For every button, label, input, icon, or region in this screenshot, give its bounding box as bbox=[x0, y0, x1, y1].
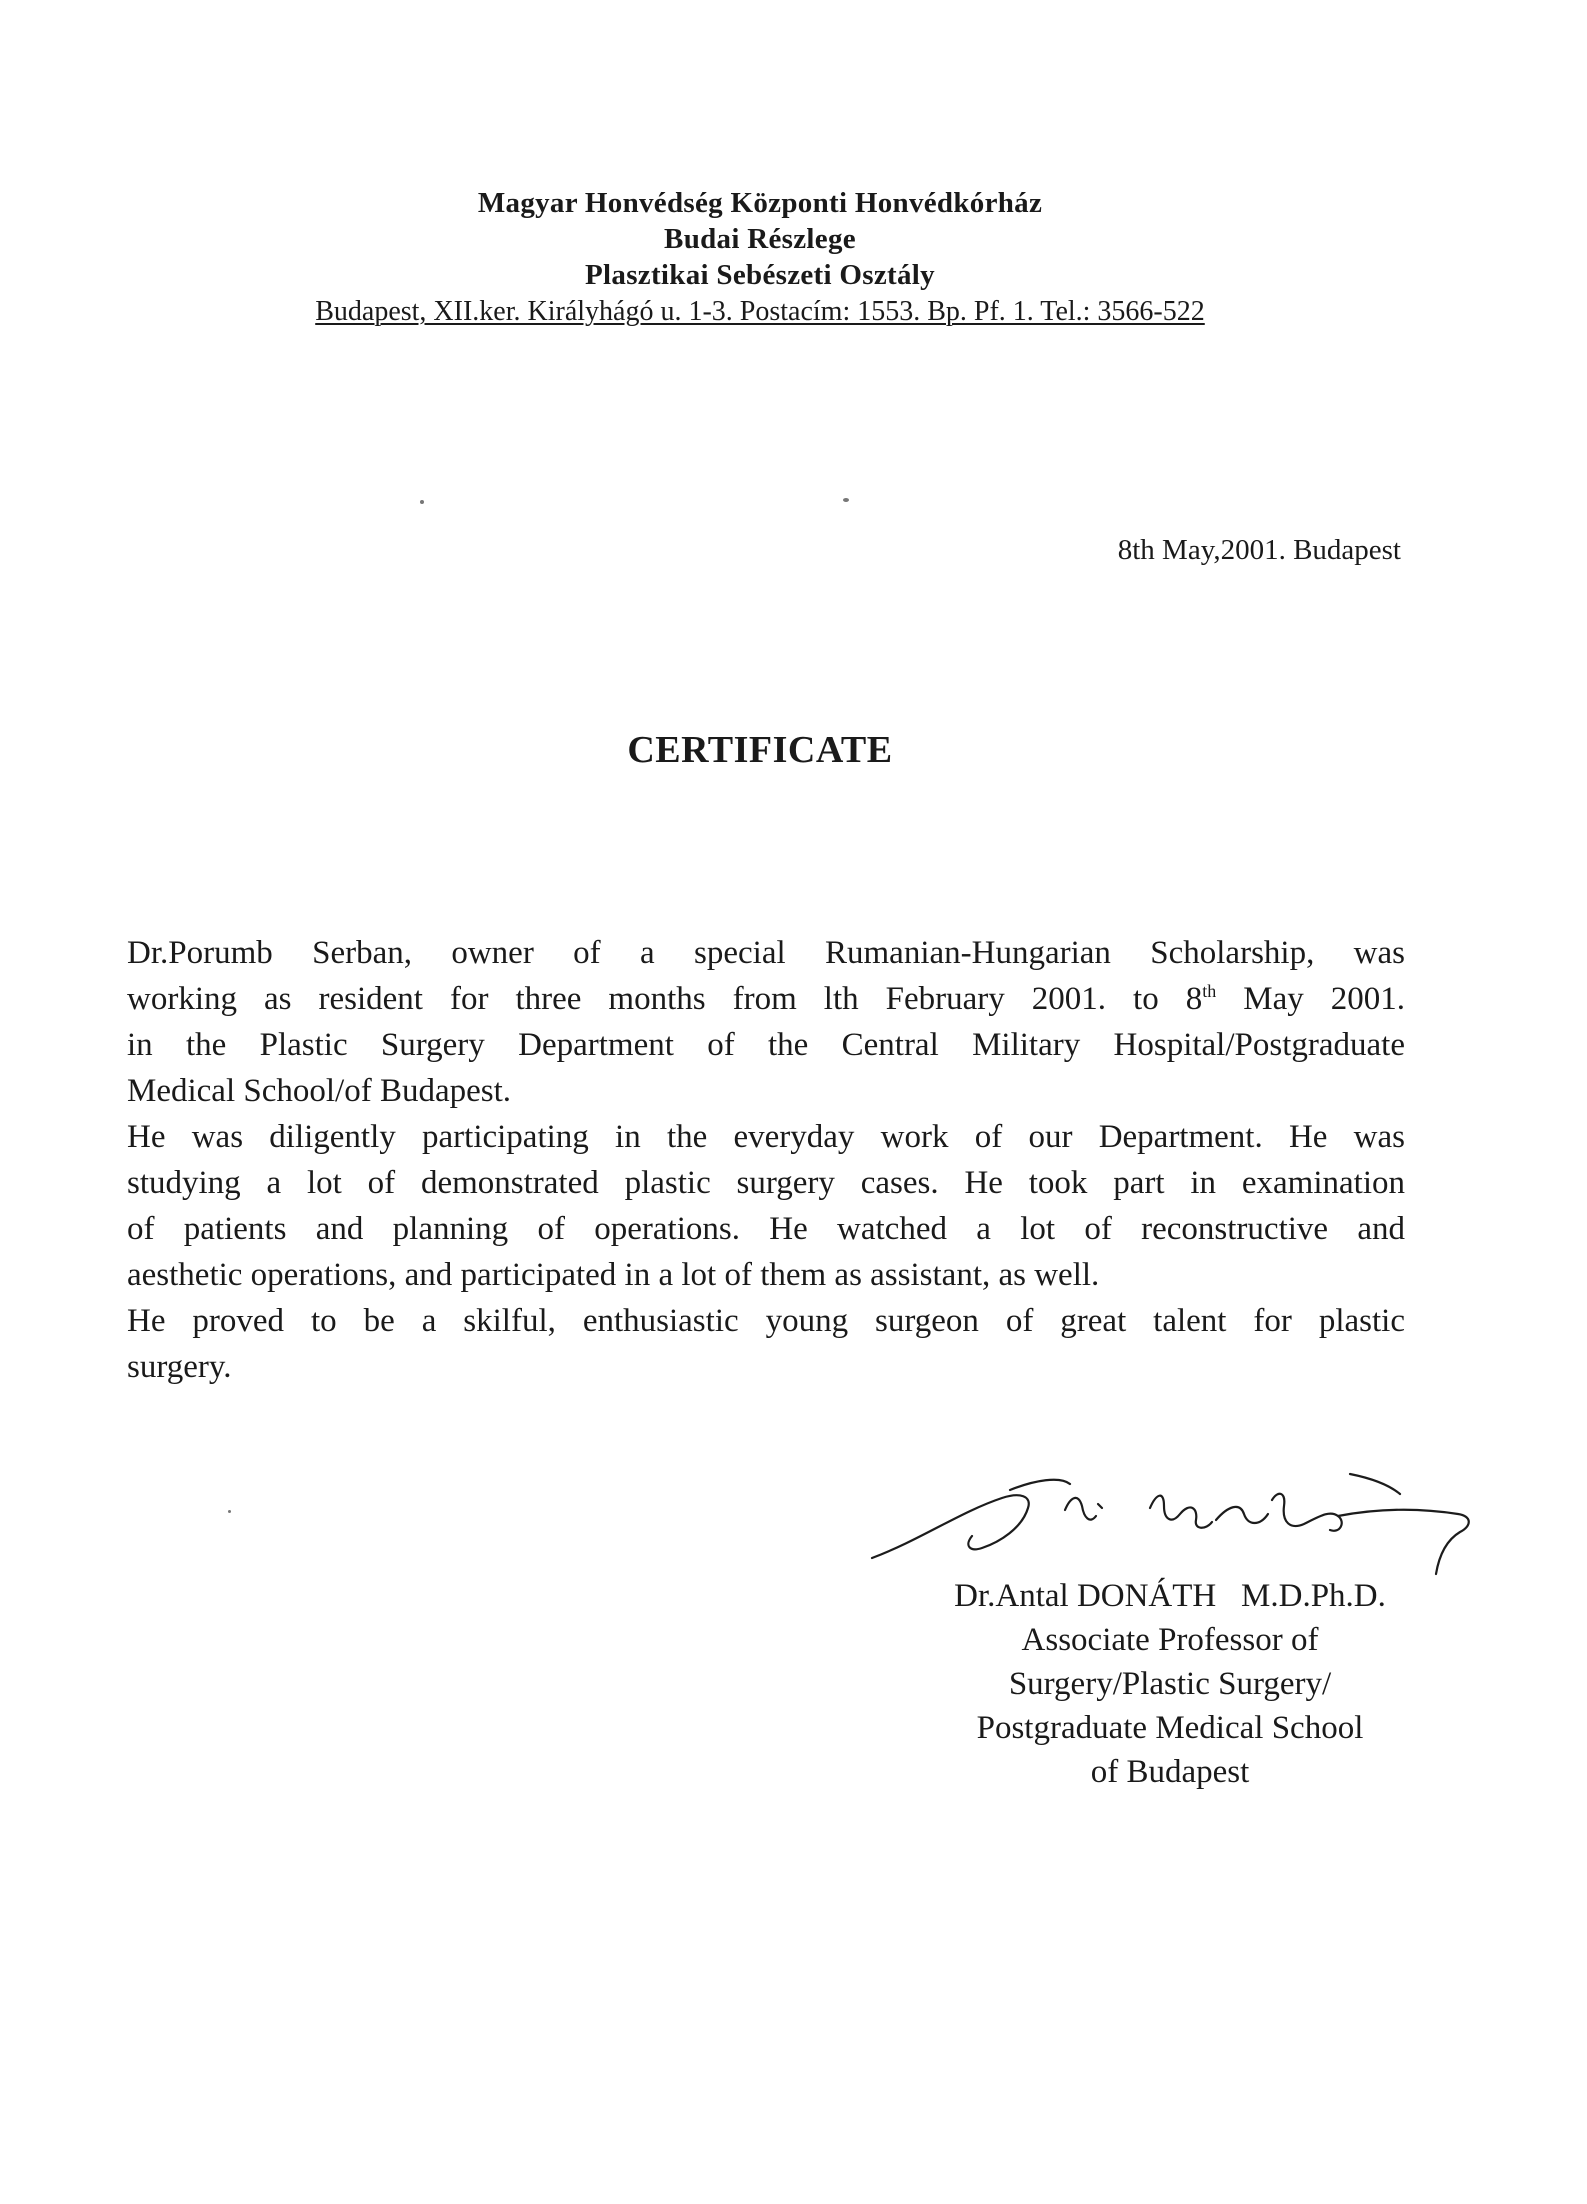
certificate-body bbox=[127, 930, 1405, 1390]
institution-name: Magyar Honvédség Központi Honvédkórház bbox=[477, 187, 1043, 219]
document-title: CERTIFICATE bbox=[627, 729, 893, 771]
letterhead bbox=[0, 185, 1520, 329]
institution-address: Budapest, XII.ker. Királyhágó u. 1-3. Postacím: 1553. Bp. Pf. 1. Tel.: 3566-522 bbox=[315, 296, 1205, 327]
signatory-title-line: of Budapest bbox=[1090, 1754, 1250, 1790]
paragraph-1 bbox=[127, 930, 1405, 1114]
signatory-block bbox=[860, 1574, 1480, 1794]
signatory-title-line: Associate Professor of bbox=[1021, 1622, 1319, 1658]
text-line: Medical School/of Budapest. bbox=[127, 1073, 512, 1109]
scan-speck bbox=[420, 500, 424, 504]
signatory-title-line: Postgraduate Medical School bbox=[976, 1710, 1364, 1746]
text-line: studying a lot of demonstrated plastic surgery cases. He took part in examination bbox=[127, 1165, 1405, 1201]
signatory-name: Dr.Antal DONÁTH bbox=[954, 1578, 1217, 1614]
document-date: 8th May,2001. Budapest bbox=[1117, 534, 1401, 566]
ordinal-suffix: th bbox=[1202, 981, 1217, 1001]
text-line: Dr.Porumb Serban, owner of a special Rumanian-Hungarian Scholarship, was bbox=[127, 935, 1405, 971]
text-segment: May 2001. bbox=[1216, 981, 1405, 1017]
department-name: Plasztikai Sebészeti Osztály bbox=[585, 259, 935, 291]
paragraph-2 bbox=[127, 1114, 1405, 1298]
text-line: aesthetic operations, and participated in a lot of them as assistant, as well. bbox=[127, 1257, 1100, 1293]
scan-speck bbox=[228, 1510, 231, 1513]
institution-branch: Budai Részlege bbox=[664, 223, 856, 255]
text-segment: working as resident for three months from lth February 2001. to 8 bbox=[127, 981, 1203, 1017]
text-line: surgery. bbox=[127, 1349, 232, 1385]
handwritten-signature bbox=[860, 1450, 1500, 1590]
signatory-title-line: Surgery/Plastic Surgery/ bbox=[1008, 1666, 1332, 1702]
text-line bbox=[127, 976, 1405, 1022]
signatory-degree: M.D.Ph.D. bbox=[1241, 1578, 1386, 1614]
signatory-name-line bbox=[860, 1574, 1480, 1618]
text-line: He was diligently participating in the everyday work of our Department. He was bbox=[127, 1119, 1405, 1155]
paragraph-3 bbox=[127, 1298, 1405, 1390]
text-line: in the Plastic Surgery Department of the Central Military Hospital/Postgraduate bbox=[127, 1027, 1405, 1063]
text-line: He proved to be a skilful, enthusiastic young surgeon of great talent for plastic bbox=[127, 1303, 1405, 1339]
text-line: of patients and planning of operations. He watched a lot of reconstructive and bbox=[127, 1211, 1405, 1247]
scan-speck bbox=[843, 498, 849, 502]
